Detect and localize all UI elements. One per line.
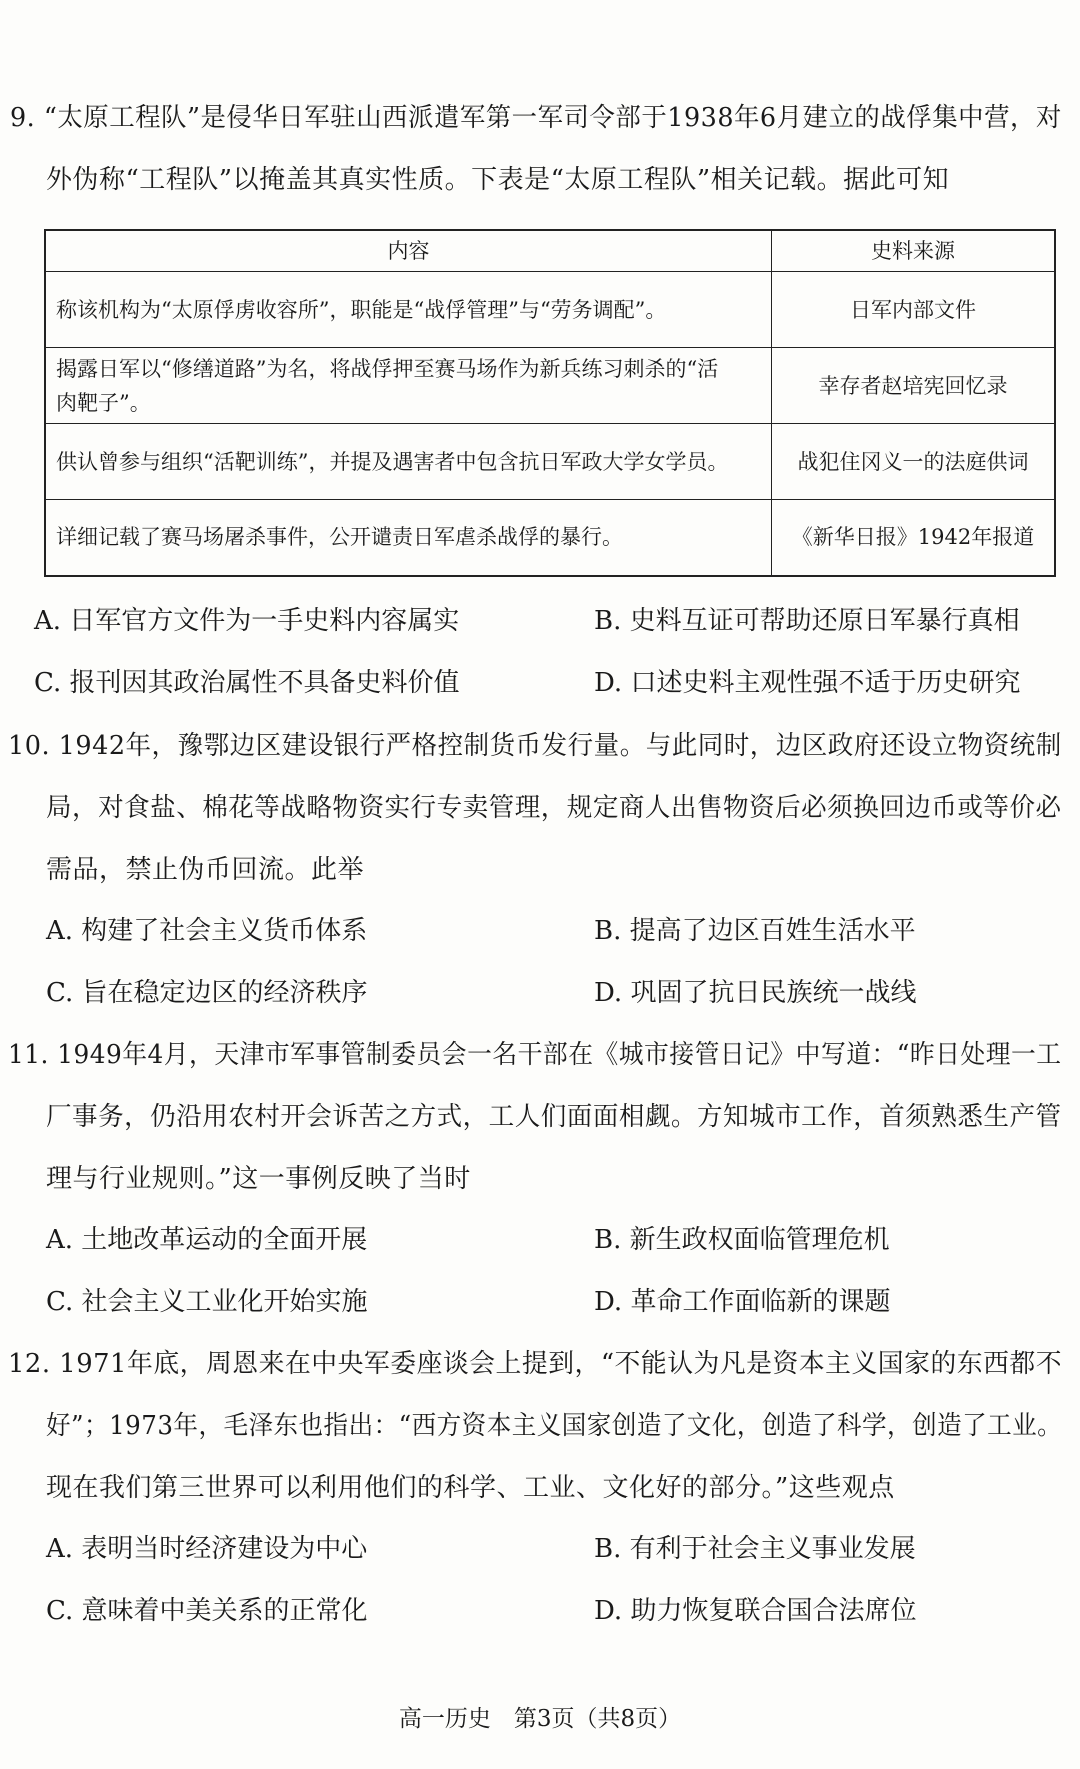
- q12-option-c[interactable]: C. 意味着中美关系的正常化: [46, 1596, 368, 1626]
- page-footer: 高一历史 第3页（共8页）: [398, 1706, 682, 1732]
- row-source: 幸存者赵培宪回忆录: [772, 348, 1056, 424]
- q10-option-a[interactable]: A. 构建了社会主义货币体系: [46, 916, 368, 946]
- q11-stem-line-2: 厂事务，仍沿用农村开会诉苦之方式，工人们面面相觑。方知城市工作，首须熟悉生产管: [46, 1102, 1062, 1132]
- q12-stem-line-2: 好”；1973年，毛泽东也指出：“西方资本主义国家创造了文化，创造了科学，创造了工业。: [46, 1411, 1063, 1441]
- q12-stem-line-1: 12. 1971年底，周恩来在中央军委座谈会上提到，“不能认为凡是资本主义国家的东西都不: [8, 1349, 1063, 1379]
- table-row: [45, 500, 1055, 576]
- q11-stem-line-3: 理与行业规则。”这一事例反映了当时: [46, 1164, 471, 1194]
- q11-stem-line-1: 11. 1949年4月，天津市军事管制委员会一名干部在《城市接管日记》中写道：“昨日处理一工: [8, 1040, 1062, 1070]
- q9-option-d[interactable]: D. 口述史料主观性强不适于历史研究: [594, 668, 1021, 698]
- row-content: 详细记载了赛马场屠杀事件，公开谴责日军虐杀战俘的暴行。: [45, 500, 772, 576]
- source-table: [44, 229, 1056, 577]
- q12-option-a[interactable]: A. 表明当时经济建设为中心: [46, 1534, 368, 1564]
- table-row: [45, 424, 1055, 500]
- table-row: [45, 272, 1055, 348]
- q12-option-d[interactable]: D. 助力恢复联合国合法席位: [594, 1596, 917, 1626]
- q11-option-d[interactable]: D. 革命工作面临新的课题: [594, 1287, 891, 1317]
- header-source: 史料来源: [772, 230, 1056, 272]
- q11-option-a[interactable]: A. 土地改革运动的全面开展: [46, 1225, 368, 1255]
- row-content: 称该机构为“太原俘虏收容所”，职能是“战俘管理”与“劳务调配”。: [45, 272, 772, 348]
- q10-option-d[interactable]: D. 巩固了抗日民族统一战线: [594, 978, 917, 1008]
- table-row: [45, 348, 1055, 424]
- q10-option-c[interactable]: C. 旨在稳定边区的经济秩序: [46, 978, 368, 1008]
- q9-option-a[interactable]: A. 日军官方文件为一手史料内容属实: [34, 606, 460, 636]
- row-source: 《新华日报》1942年报道: [772, 500, 1056, 576]
- q10-stem-line-2: 局，对食盐、棉花等战略物资实行专卖管理，规定商人出售物资后必须换回边币或等价必: [46, 793, 1062, 823]
- table-header-row: [45, 230, 1055, 272]
- q12-option-b[interactable]: B. 有利于社会主义事业发展: [594, 1534, 916, 1564]
- q11-option-c[interactable]: C. 社会主义工业化开始实施: [46, 1287, 368, 1317]
- row-content: 供认曾参与组织“活靶训练”，并提及遇害者中包含抗日军政大学女学员。: [45, 424, 772, 500]
- header-content: 内容: [45, 230, 772, 272]
- q12-stem-line-3: 现在我们第三世界可以利用他们的科学、工业、文化好的部分。”这些观点: [46, 1473, 895, 1503]
- row-source: 日军内部文件: [772, 272, 1056, 348]
- q9-stem-line-2: 外伪称“工程队”以掩盖其真实性质。下表是“太原工程队”相关记载。据此可知: [46, 165, 950, 195]
- q10-option-b[interactable]: B. 提高了边区百姓生活水平: [594, 916, 916, 946]
- row-content: 揭露日军以“修缮道路”为名，将战俘押至赛马场作为新兵练习刺杀的“活 肉靶子”。: [45, 348, 772, 424]
- q9-option-b[interactable]: B. 史料互证可帮助还原日军暴行真相: [594, 606, 1020, 636]
- q10-stem-line-1: 10. 1942年，豫鄂边区建设银行严格控制货币发行量。与此同时，边区政府还设立物资统制: [8, 731, 1062, 761]
- q11-option-b[interactable]: B. 新生政权面临管理危机: [594, 1225, 890, 1255]
- q9-option-c[interactable]: C. 报刊因其政治属性不具备史料价值: [34, 668, 460, 698]
- row-source: 战犯住冈义一的法庭供词: [772, 424, 1056, 500]
- q10-stem-line-3: 需品，禁止伪币回流。此举: [46, 855, 365, 885]
- q9-stem-line-1: 9. “太原工程队”是侵华日军驻山西派遣军第一军司令部于1938年6月建立的战俘集中营，对: [10, 103, 1062, 133]
